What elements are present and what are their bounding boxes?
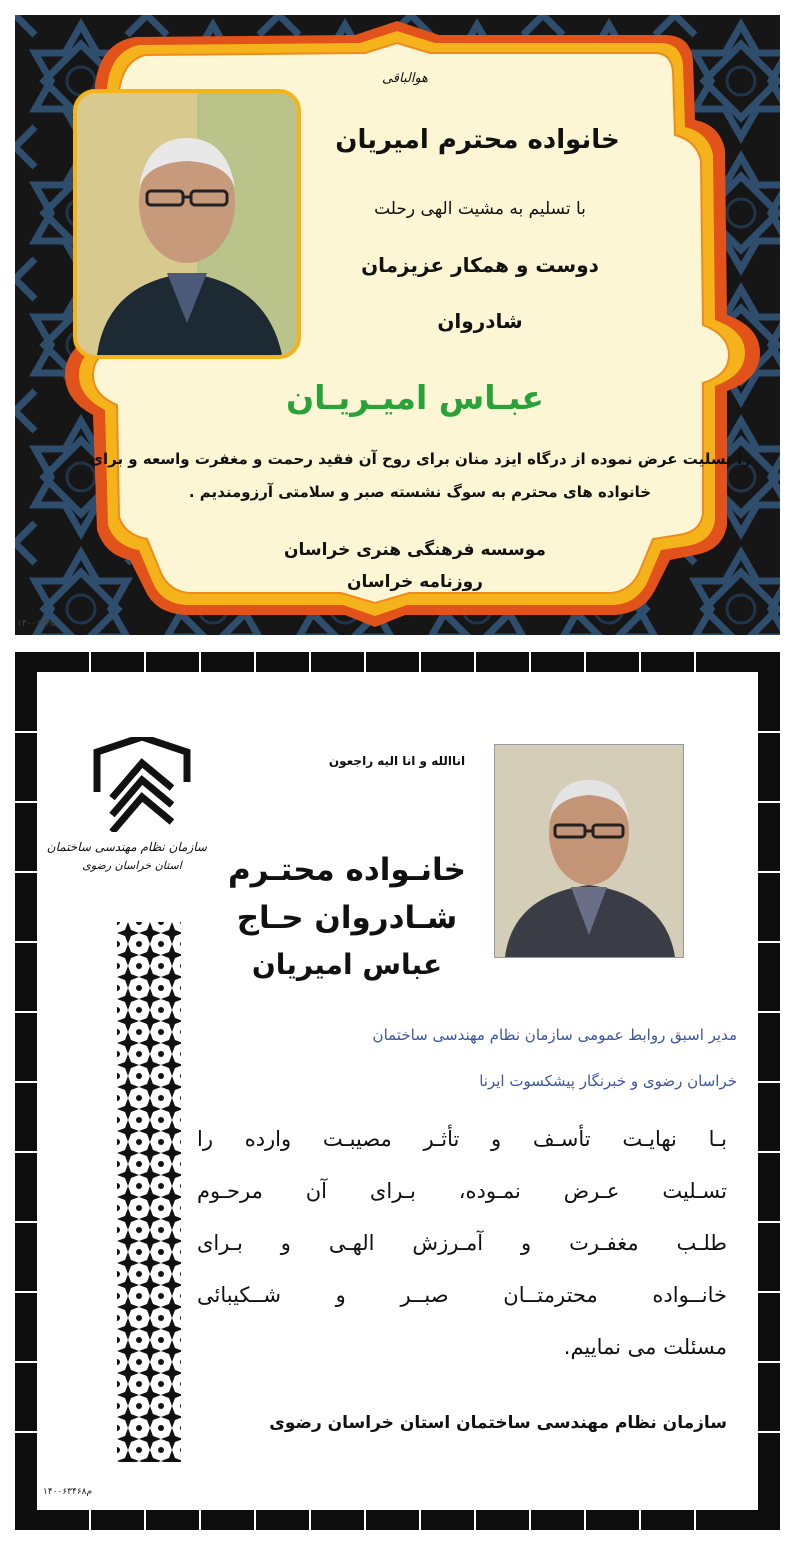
body-line-3: طلـب مغفـرت و آمـرزش الهـی و بـرای — [197, 1231, 727, 1255]
besmellah-text: هوالباقی — [381, 71, 429, 86]
line-submission: با تسلیم به مشیت الهی رحلت — [374, 199, 586, 219]
portrait-placeholder-icon — [77, 93, 297, 355]
title-late-haj: شـادروان حـاج — [236, 900, 458, 936]
body-line-5: مسئلت می نماییم. — [563, 1335, 727, 1359]
ad-code: ۱۴۰۰۶۳۴۵ — [17, 619, 56, 629]
decorative-pattern-icon — [117, 922, 181, 1462]
title-family: خانـواده محتـرم — [227, 852, 467, 888]
line-late: شادروان — [437, 309, 523, 333]
body-line-1: بـا نهایـت تأسـف و تأثـر مصیبـت وارده را — [197, 1127, 727, 1151]
sender-newspaper: روزنامه خراسان — [347, 572, 483, 592]
condolence-ad-khorasan — [15, 15, 780, 635]
quran-verse: اناالله و انا الیه راجعون — [328, 754, 466, 768]
condolence-body: را تسلیت عرض نموده از درگاه ایزد منان برای روح آن فقید رحمت و مغفرت واسعه و برای خانواده های محترم به سوگ نشسته صبر و سلامتی آرزومندیم . — [89, 450, 751, 501]
description-line-1: مدیر اسبق روابط عمومی سازمان نظام مهندسی ساختمان — [372, 1026, 737, 1044]
logo-text-org: سازمان نظام مهندسی ساختمان — [46, 840, 207, 854]
logo-text-province: استان خراسان رضوی — [82, 859, 182, 872]
line-colleague: دوست و همکار عزیزمان — [361, 253, 599, 277]
condolence-ad-engineering-org — [15, 652, 780, 1530]
ad-inner-panel — [37, 672, 758, 1510]
ad-code: م۱۴۰۰۶۳۴۶۸ — [43, 1487, 93, 1497]
portrait-placeholder-icon — [495, 745, 683, 957]
signature-org: سازمان نظام مهندسی ساختمان استان خراسان رضوی — [269, 1413, 727, 1433]
engineering-org-logo-icon — [92, 737, 192, 832]
sender-institute: موسسه فرهنگی هنری خراسان — [284, 540, 546, 560]
body-line-2: تسـلیت عـرض نمـوده، بـرای آن مرحـوم — [197, 1179, 727, 1203]
description-line-2: خراسان رضوی و خبرنگار پیشکسوت ایرنا — [479, 1072, 737, 1090]
ad-title: خانواده محترم امیریان — [335, 125, 620, 155]
body-line-4: خانــواده محترمتــان صبــر و شــکیبائی — [197, 1283, 727, 1307]
portrait-photo — [494, 744, 684, 958]
portrait-photo — [73, 89, 301, 359]
deceased-name: عباس امیریان — [251, 948, 443, 981]
deceased-name: عبـاس امیـریـان — [286, 378, 544, 417]
